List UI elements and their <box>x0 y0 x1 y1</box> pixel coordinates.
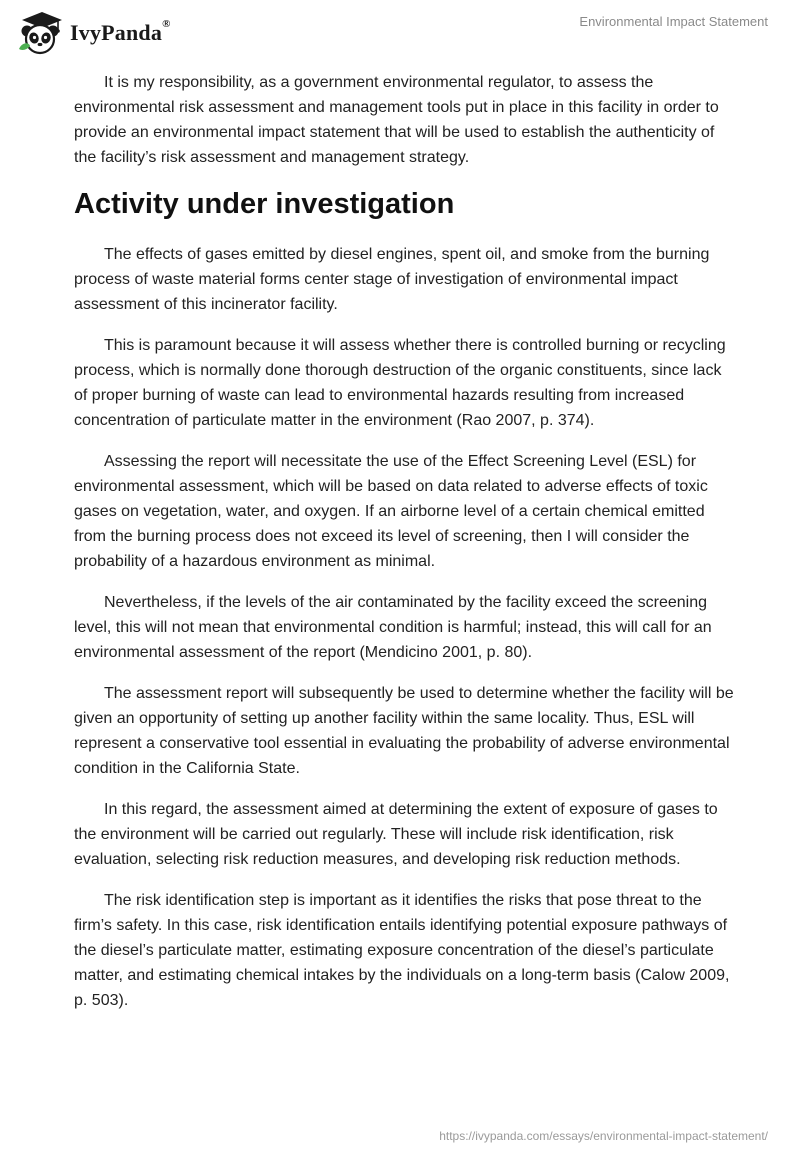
source-url-link[interactable]: https://ivypanda.com/essays/environmental-impact-statement/ <box>439 1129 768 1143</box>
body-paragraph-3: Assessing the report will necessitate the use of the Effect Screening Level (ESL) for environmental assessment, which will be based on data related to adverse effects of toxic gases on vegetation, water, and oxygen. If an airborne level of a certain chemical emitted from the burning process does not exceed its level of screening, then I will consider the probability of a hazardous environment as minimal. <box>74 453 708 570</box>
body-paragraph-1: The effects of gases emitted by diesel engines, spent oil, and smoke from the burning process of waste material forms center stage of investigation of environmental impact assessment of this incinerator facility. <box>74 246 710 313</box>
section-heading: Activity under investigation <box>74 188 455 220</box>
logo-wordmark: IvyPanda® <box>70 18 171 45</box>
intro-paragraph: It is my responsibility, as a government environmental regulator, to assess the environmental risk assessment and management tools put in place in this facility in order to provide an environmental impact statement that will be used to establish the authenticity of the facility’s risk assessment and management strategy. <box>74 74 719 166</box>
body-paragraph-7: The risk identification step is important as it identifies the risks that pose threat to the firm’s safety. In this case, risk identification entails identifying potential exposure pathways of the diesel’s particulate matter, estimating exposure concentration of the diesel’s particulate matter, and estimating chemical intakes by the individuals on a long-term basis (Calow 2009, p. 503). <box>74 892 730 1009</box>
body-paragraph-4: Nevertheless, if the levels of the air contaminated by the facility exceed the screening level, this will not mean that environmental condition is harmful; instead, this will call for an environmental assessment of the report (Mendicino 2001, p. 80). <box>74 594 712 661</box>
essay-content <box>74 70 734 1029</box>
ivypanda-logo[interactable] <box>16 9 171 57</box>
body-paragraph-2: This is paramount because it will assess whether there is controlled burning or recycling process, which is normally done thorough destruction of the organic constituents, since lack of proper burning of waste can lead to environmental hazards resulting from increased concentration of particulate matter in the environment (Rao 2007, p. 374). <box>74 337 726 429</box>
document-title: Environmental Impact Statement <box>579 14 768 29</box>
body-paragraph-5: The assessment report will subsequently be used to determine whether the facility will be given an opportunity of setting up another facility within the same locality. Thus, ESL will represent a conservative tool essential in evaluating the probability of adverse environmental condition in the California State. <box>74 685 734 777</box>
registered-mark: ® <box>162 18 171 30</box>
panda-logo-icon <box>16 9 64 57</box>
page-header <box>0 0 800 64</box>
body-paragraph-6: In this regard, the assessment aimed at determining the extent of exposure of gases to the environment will be carried out regularly. These will include risk identification, risk evaluation, selecting risk reduction measures, and developing risk reduction methods. <box>74 801 718 868</box>
